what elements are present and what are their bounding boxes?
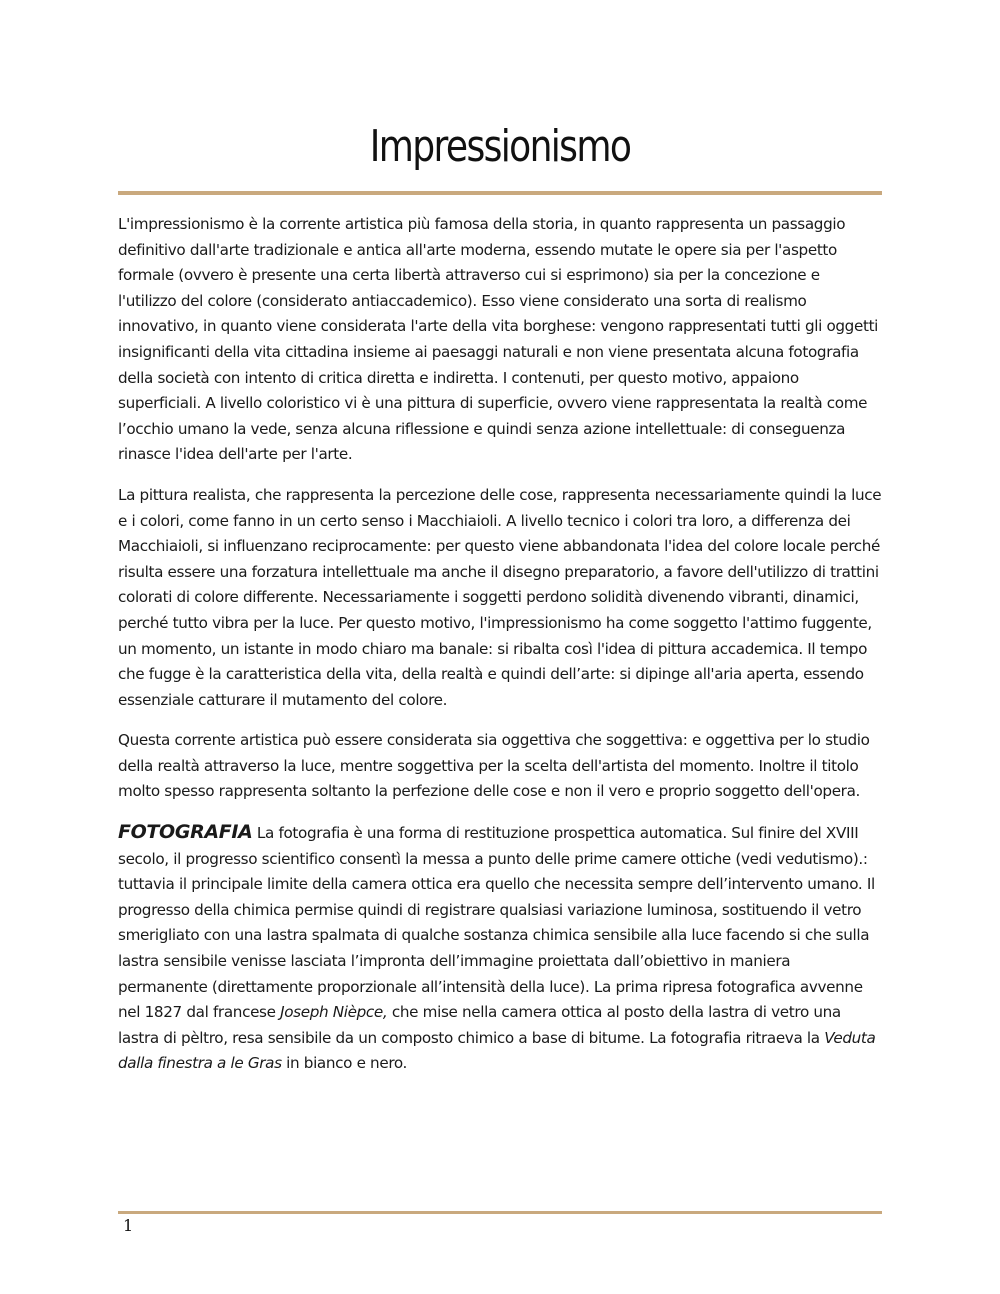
paragraph-1: L'impressionismo è la corrente artistica più famosa della storia, in quanto rappresenta un passaggio definitivo dall'arte tradizionale e antica all'arte moderna, essendo mutate le opere sia per l'aspetto formale (ovvero è presente una certa libertà attraverso cui si esprimono) sia per la concezione e l'utilizzo del colore (considerato antiaccademico). Esso viene considerato una sorta di realismo innovativo, in quanto viene considerata l'arte della vita borghese: vengono rappresentati tutti gli oggetti insignificanti della vita cittadina insieme ai paesaggi naturali e non viene presentata alcuna fotografia della società con intento di critica diretta e indiretta. I contenuti, per questo motivo, appaiono superficiali. A livello coloristico vi è una pittura di superficie, ovvero viene rappresentata la realtà come l’occhio umano la vede, senza alcuna riflessione e quindi senza azione intellettuale: di conseguenza rinasce l'idea dell'arte per l'arte. [118,215,879,464]
document-body [118,212,882,1092]
page-number: 1 [123,1216,134,1235]
document-page [118,0,882,1294]
fotografia-name: Joseph Nièpce, [280,1003,388,1022]
footer-divider [118,1211,882,1214]
title-divider [118,191,882,195]
fotografia-work-title: Veduta dalla finestra a le Gras [118,1028,876,1073]
fotografia-heading: FOTOGRAFIA [118,821,253,844]
fotografia-text-1: La fotografia è una forma di restituzione prospettica automatica. Sul finire del XVIII secolo, il progresso scientifico consentì la messa a punto delle prime camere ottiche (vedi vedutismo).: tuttavia il principale limite della camera ottica era quello che necessita sempre dell’intervento umano. Il progresso della chimica permise quindi di registrare qualsiasi variazione luminosa, sostituendo il vetro smerigliato con una lastra spalmata di qualche sostanza chimica sensibile alla luce facendo si che sulla lastra sensibile venisse lasciata l’impronta dell’immagine proiettata dall’obiettivo in maniera permanente (direttamente proporzionale all’intensità della luce). La prima ripresa fotografica avvenne nel 1827 dal francese [118,824,875,1022]
paragraph-2: La pittura realista, che rappresenta la percezione delle cose, rappresenta necessariamente quindi la luce e i colori, come fanno in un certo senso i Macchiaioli. A livello tecnico i colori tra loro, a differenza dei Macchiaioli, si influenzano reciprocamente: per questo viene abbandonata l'idea del colore locale perché risulta essere una forzatura intellettuale ma anche il disegno preparatorio, a favore dell'utilizzo di trattini colorati di colore differente. Necessariamente i soggetti perdono solidità divenendo vibranti, dinamici, perché tutto vibra per la luce. Per questo motivo, l'impressionismo ha come soggetto l'attimo fuggente, un momento, un istante in modo chiaro ma banale: si ribalta così l'idea di pittura accademica. Il tempo che fugge è la caratteristica della vita, della realtà e quindi dell’arte: si dipinge all'aria aperta, essendo essenziale catturare il mutamento del colore. [118,485,882,709]
page-title: Impressionismo [369,121,631,172]
paragraph-fotografia [118,820,882,1077]
fotografia-text-3: in bianco e nero. [281,1054,408,1073]
paragraph-3: Questa corrente artistica può essere considerata sia oggettiva che soggettiva: e oggettiva per lo studio della realtà attraverso la luce, mentre soggettiva per la scelta dell'artista del momento. Inoltre il titolo molto spesso rappresenta soltanto la perfezione delle cose e non il vero e proprio soggetto dell'opera. [118,731,870,801]
fotografia-text-2: che mise nella camera ottica al posto della lastra di vetro una lastra di pèltro, resa sensibile da un composto chimico a base di bitume. La fotografia ritraeva la [118,1003,841,1047]
